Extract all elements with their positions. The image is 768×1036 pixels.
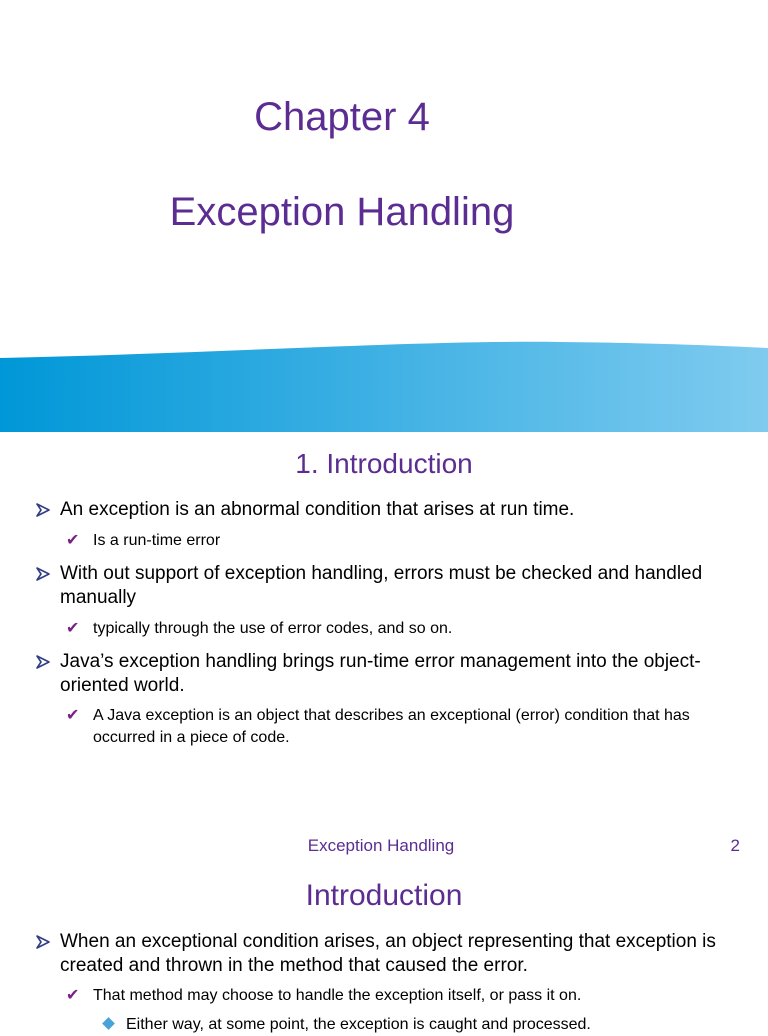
sub-sub-bullet-item	[126, 1014, 746, 1036]
arrowhead-icon	[35, 502, 51, 518]
bullet-text: When an exceptional condition arises, an object representing that exception is created and thrown in the method that caused the error.	[60, 931, 716, 976]
bullet-item	[60, 650, 750, 698]
checkmark-icon: ✔	[66, 707, 80, 724]
arrowhead-icon	[35, 934, 51, 950]
checkmark-icon: ✔	[66, 532, 80, 549]
bullet-text: With out support of exception handling, errors must be checked and handled manually	[60, 563, 703, 608]
slide-heading: 1. Introduction	[295, 448, 473, 479]
sub-bullet-text: That method may choose to handle the exception itself, or pass it on.	[93, 987, 582, 1004]
chapter-title: Exception Handling	[169, 190, 515, 234]
checkmark-icon: ✔	[66, 987, 80, 1004]
introduction-continued-slide	[0, 864, 768, 1033]
bullet-item	[60, 930, 750, 978]
footer-title: Exception Handling	[307, 836, 455, 855]
introduction-slide	[0, 432, 768, 864]
sub-bullet-text: typically through the use of error codes, and so on.	[93, 620, 453, 637]
sub-bullet-text: A Java exception is an object that describes an exceptional (error) condition that has occurred in a piece of code.	[93, 707, 690, 746]
sub-bullet-item	[66, 705, 753, 749]
title-slide	[0, 0, 768, 432]
sub-bullet-item	[66, 618, 753, 640]
bullet-item	[60, 562, 750, 610]
checkmark-icon: ✔	[66, 620, 80, 637]
arrowhead-icon	[35, 654, 51, 670]
blue-wave-banner	[0, 338, 768, 432]
sub-bullet-item	[66, 985, 753, 1007]
bullet-text: Java’s exception handling brings run-time error management into the object-oriented world.	[60, 651, 701, 696]
sub-bullet-item	[66, 530, 753, 552]
sub-sub-bullet-text: Either way, at some point, the exception is caught and processed.	[126, 1016, 591, 1033]
chapter-label: Chapter 4	[254, 95, 430, 139]
arrowhead-icon	[35, 566, 51, 582]
diamond-icon	[102, 1017, 115, 1030]
slide-heading: Introduction	[305, 879, 463, 912]
sub-bullet-text: Is a run-time error	[93, 532, 221, 549]
bullet-text: An exception is an abnormal condition that arises at run time.	[60, 499, 575, 520]
bullet-item	[60, 498, 750, 522]
page-number: 2	[730, 836, 740, 855]
